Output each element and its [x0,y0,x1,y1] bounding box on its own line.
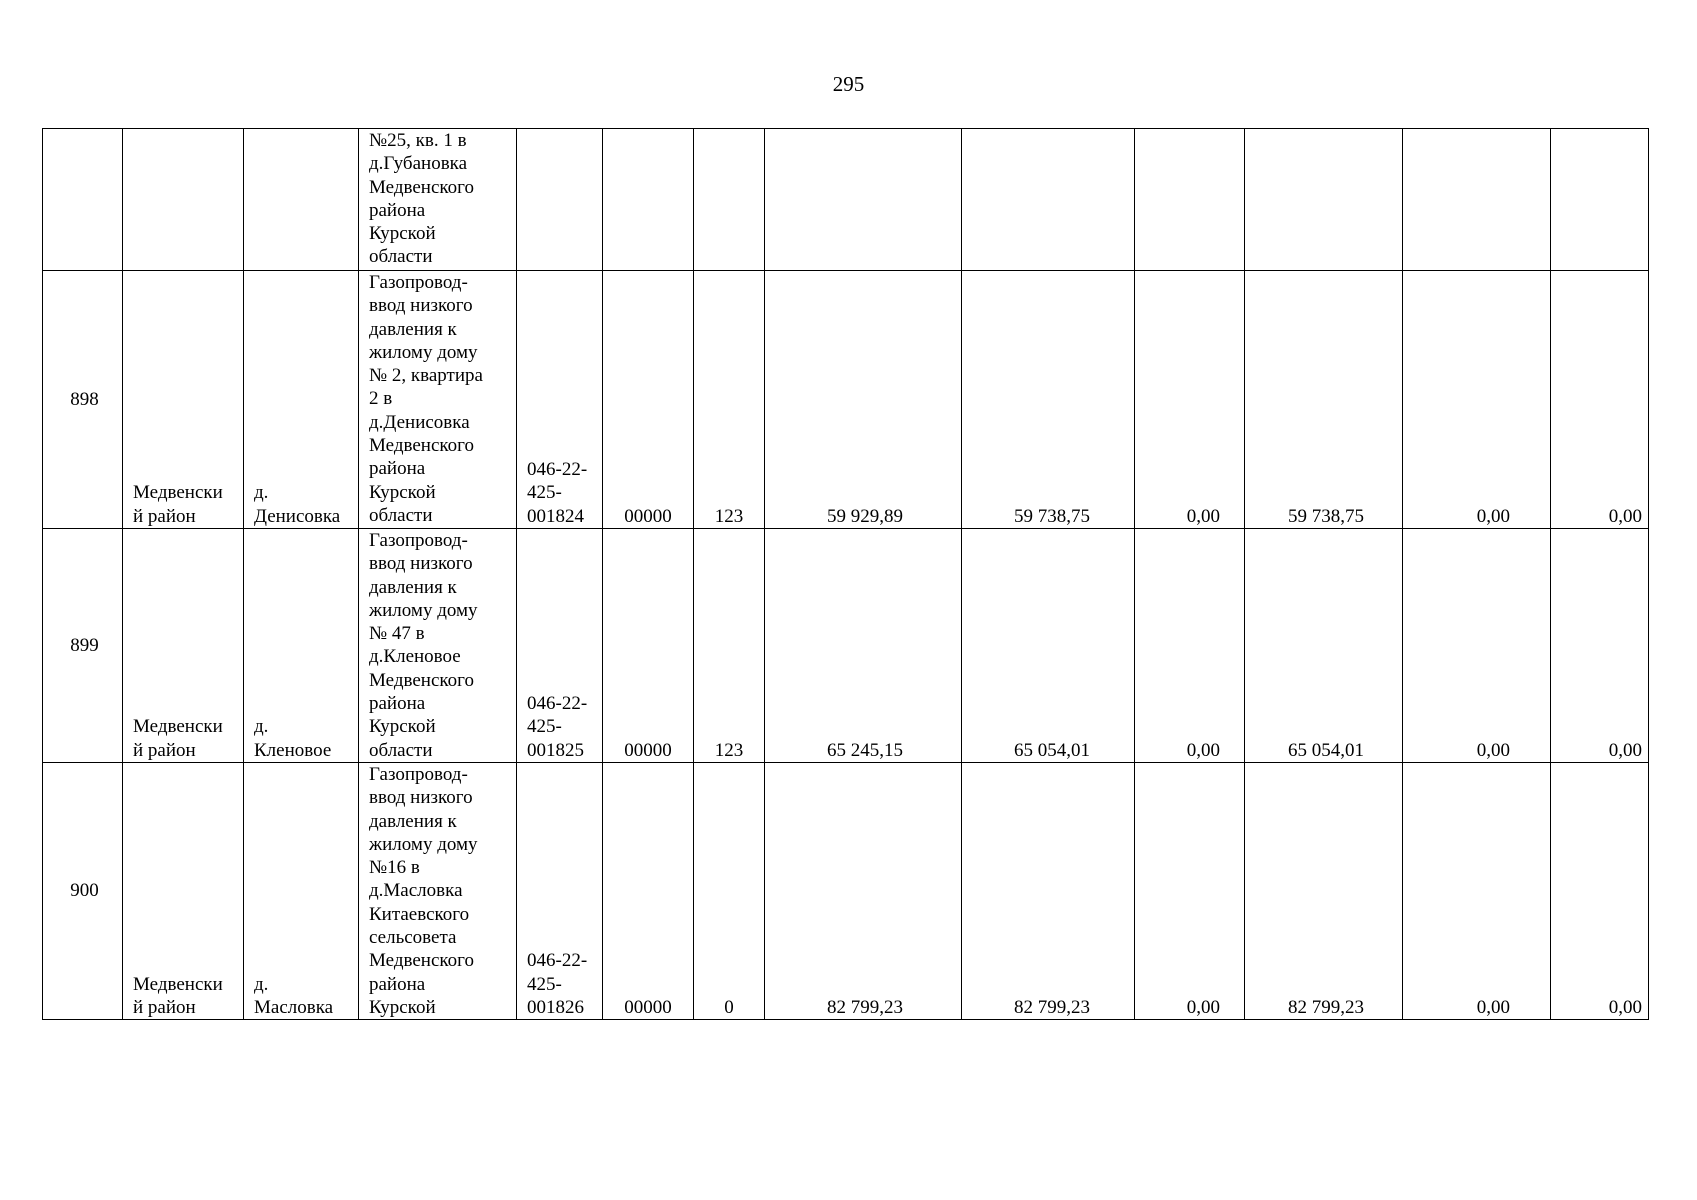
amount-cell: 0,00 [1135,529,1245,763]
amount-cell: 0,00 [1135,271,1245,529]
page-number: 295 [832,72,865,96]
row-number-cell [43,129,123,271]
locality-cell: д. Масловка [244,763,359,1020]
amount-cell: 59 738,75 [962,271,1135,529]
row-number-cell: 899 [43,529,123,763]
cadastral-cell [517,129,603,271]
account-cell [694,129,765,271]
amount-cell [962,129,1135,271]
cadastral-cell: 046-22- 425- 001824 [517,271,603,529]
description-cell: Газопровод- ввод низкого давления к жилому дому № 47 в д.Кленовое Медвенского района Курской области [359,529,517,763]
locality-cell: д. Кленовое [244,529,359,763]
description-cell: №25, кв. 1 в д.Губановка Медвенского района Курской области [359,129,517,271]
amount-cell [765,129,962,271]
account-cell: 123 [694,529,765,763]
amount-cell: 0,00 [1403,763,1551,1020]
description-cell: Газопровод- ввод низкого давления к жилому дому №16 в д.Масловка Китаевского сельсовета Медвенского района Курской [359,763,517,1020]
code-cell: 00000 [603,529,694,763]
amount-cell: 0,00 [1403,529,1551,763]
amount-cell: 65 245,15 [765,529,962,763]
description-cell: Газопровод- ввод низкого давления к жилому дому № 2, квартира 2 в д.Денисовка Медвенского района Курской области [359,271,517,529]
amount-cell [1551,129,1649,271]
amount-cell: 82 799,23 [765,763,962,1020]
amount-cell [1135,129,1245,271]
cadastral-cell: 046-22- 425- 001825 [517,529,603,763]
row-number-cell: 898 [43,271,123,529]
locality-cell: д. Денисовка [244,271,359,529]
account-cell: 123 [694,271,765,529]
amount-cell: 59 738,75 [1245,271,1403,529]
locality-cell [244,129,359,271]
amount-cell: 0,00 [1403,271,1551,529]
amount-cell: 0,00 [1551,763,1649,1020]
amount-cell: 82 799,23 [962,763,1135,1020]
amount-cell: 59 929,89 [765,271,962,529]
amount-cell: 65 054,01 [962,529,1135,763]
district-cell [123,129,244,271]
table-row [43,271,1649,529]
code-cell: 00000 [603,763,694,1020]
code-cell: 00000 [603,271,694,529]
district-cell: Медвенски й район [123,271,244,529]
registry-table [42,128,1649,1020]
table-row [43,763,1649,1020]
district-cell: Медвенски й район [123,763,244,1020]
amount-cell: 65 054,01 [1245,529,1403,763]
district-cell: Медвенски й район [123,529,244,763]
amount-cell: 0,00 [1551,271,1649,529]
cadastral-cell: 046-22- 425- 001826 [517,763,603,1020]
amount-cell: 0,00 [1135,763,1245,1020]
table-row [43,529,1649,763]
code-cell [603,129,694,271]
amount-cell [1403,129,1551,271]
table-row [43,129,1649,271]
account-cell: 0 [694,763,765,1020]
amount-cell: 82 799,23 [1245,763,1403,1020]
row-number-cell: 900 [43,763,123,1020]
amount-cell: 0,00 [1551,529,1649,763]
amount-cell [1245,129,1403,271]
